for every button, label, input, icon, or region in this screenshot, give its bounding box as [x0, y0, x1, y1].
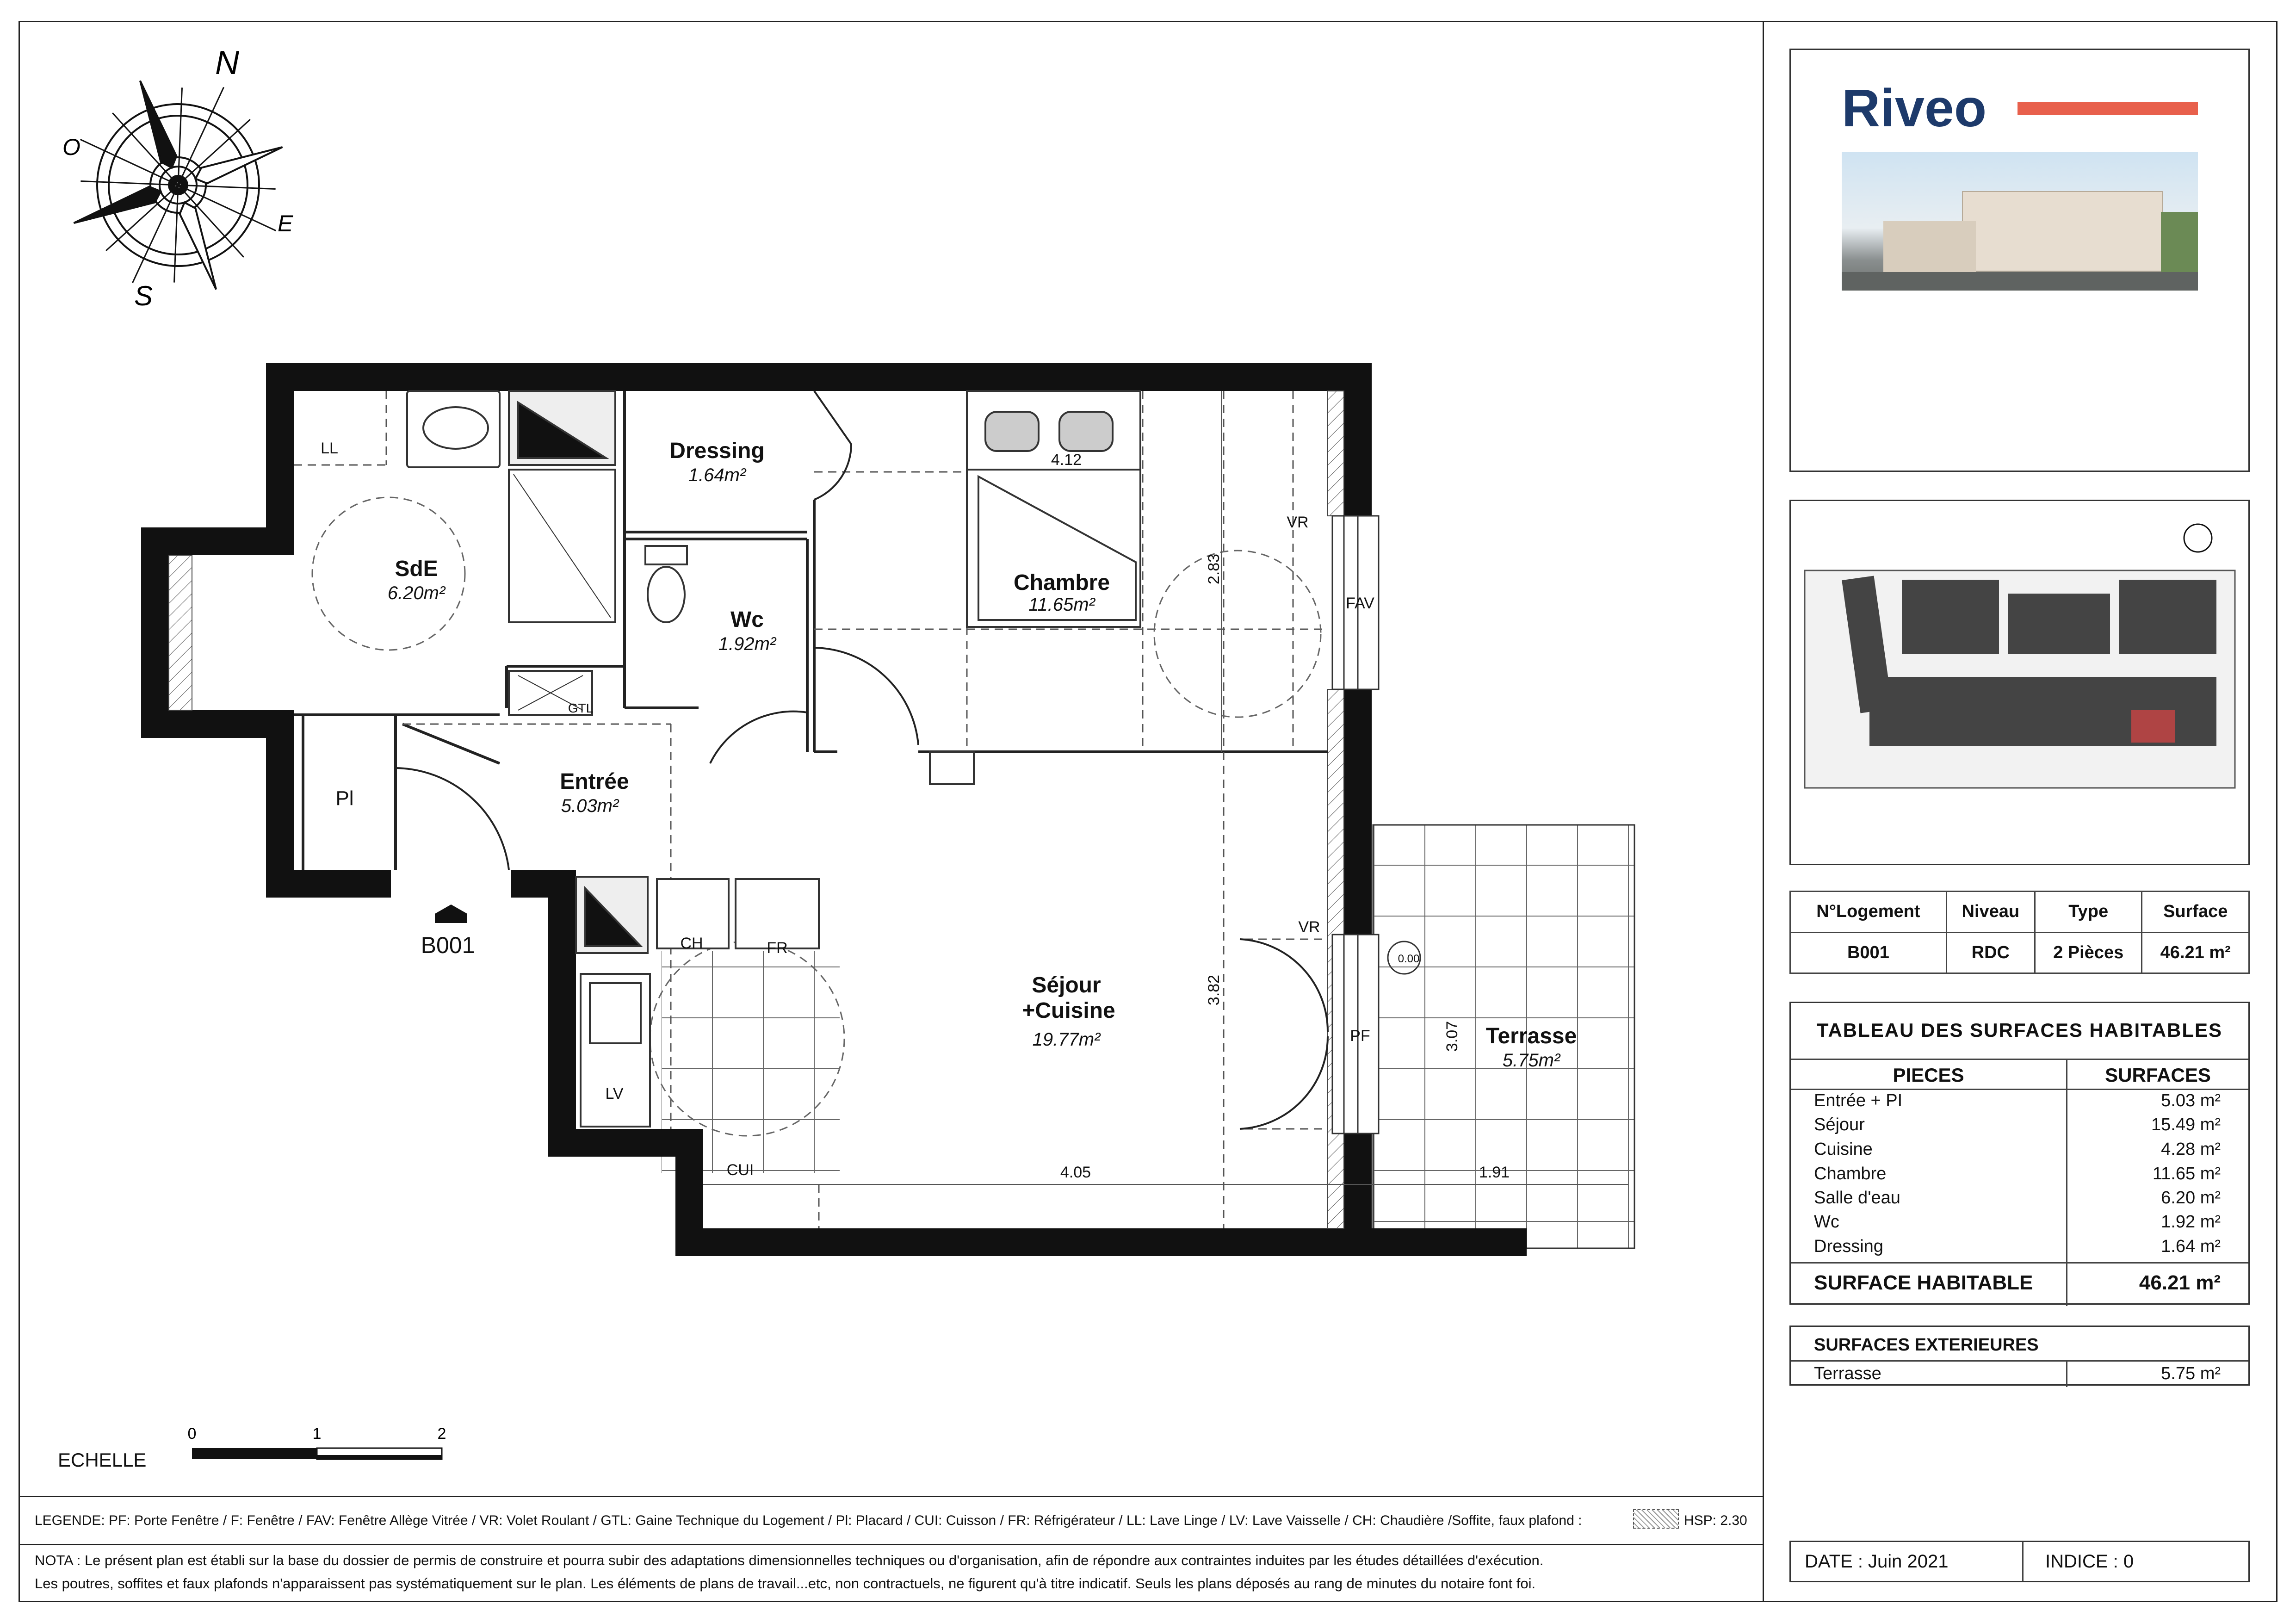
- dim-283: 2.83: [1205, 553, 1223, 585]
- room-chambre-area: 11.65m²: [1028, 595, 1095, 615]
- dim-405: 4.05: [1060, 1164, 1091, 1181]
- indice-label: INDICE : 0: [2045, 1551, 2134, 1572]
- value-surface: 46.21 m²: [2142, 932, 2249, 973]
- dim-191: 1.91: [1479, 1164, 1510, 1181]
- surfaces-title: TABLEAU DES SURFACES HABITABLES: [1816, 1019, 2223, 1041]
- nota-divider: [19, 1544, 1764, 1545]
- brand-panel: [1789, 49, 2250, 472]
- room-terrasse-area: 5.75m²: [1502, 1050, 1560, 1071]
- total-label: SURFACE HABITABLE: [1814, 1271, 2033, 1294]
- toilet-fixture: [645, 546, 687, 622]
- header-niveau: Niveau: [1946, 892, 2035, 933]
- room-dressing-name: Dressing: [669, 439, 765, 463]
- label-cui: CUI: [726, 1161, 754, 1179]
- room-sejour-area: 19.77m²: [1032, 1029, 1101, 1050]
- dim-382: 3.82: [1205, 974, 1223, 1006]
- label-lv: LV: [605, 1085, 624, 1103]
- soffit-hatch-swatch: [1633, 1509, 1679, 1529]
- room-wc-name: Wc: [730, 607, 764, 632]
- compass-n: N: [215, 44, 239, 81]
- exterior-table: [1789, 1326, 2250, 1386]
- room-sde-name: SdE: [395, 557, 438, 581]
- date-label: DATE : Juin 2021: [1805, 1551, 1949, 1572]
- header-logement: N°Logement: [1790, 892, 1947, 933]
- dim-307: 3.07: [1443, 1021, 1461, 1052]
- building-image: [1842, 152, 2198, 291]
- label-vr2: VR: [1298, 918, 1320, 936]
- room-terrasse-name: Terrasse: [1485, 1024, 1577, 1048]
- site-plan-panel: [1789, 500, 2250, 865]
- value-logement: B001: [1790, 932, 1947, 973]
- scale-tick-1: 1: [312, 1425, 322, 1443]
- value-niveau: RDC: [1946, 932, 2035, 973]
- nota-line-1: NOTA : Le présent plan est établi sur la base du dossier de permis de construire et pourra subir des adaptations dimensionnelles techniques ou d'organisation, afin de répondre aux contraintes induites par les études détaillées d'exécution.: [35, 1552, 1544, 1568]
- label-gtl: GTL: [568, 701, 594, 715]
- label-ch: CH: [680, 935, 703, 952]
- compass-e: E: [278, 211, 293, 236]
- label-vr1: VR: [1287, 514, 1309, 531]
- value-type: 2 Pièces: [2035, 932, 2142, 973]
- date-box: [1789, 1541, 2250, 1582]
- scale-tick-0: 0: [187, 1425, 197, 1443]
- header-surface: Surface: [2142, 892, 2249, 933]
- legend-divider: [19, 1496, 1764, 1497]
- brand-logo: Riveo: [1842, 79, 1987, 138]
- surfaces-table: TABLEAU DES SURFACES HABITABLES PIECES SURFACES Entrée + PI 5.03 m² Séjour 15.49 m² Cuisine 4.28 m² Chambre 11.65 m² Salle d'eau 6.20 m² Wc 1.92 m² Dressing 1.64 m² SURFACE HABITABLE 46.21 m²: [1789, 1002, 2250, 1305]
- col-surfaces: SURFACES: [2105, 1064, 2211, 1086]
- label-pf: PF: [1350, 1027, 1370, 1045]
- room-sejour-name2: +Cuisine: [1022, 998, 1115, 1023]
- compass-o: O: [62, 134, 80, 160]
- total-value: 46.21 m²: [2139, 1271, 2221, 1294]
- exterior-title: SURFACES EXTERIEURES: [1814, 1335, 2039, 1355]
- brand-accent-bar: [2018, 102, 2198, 115]
- nota-line-2: Les poutres, soffites et faux plafonds n'apparaissent pas systématiquement sur le plan. Les éléments de plans de travail...etc, non contractuels, ne figurent qu'à titre indicatif. Seuls les plans déposés au rang de minutes du notaire font foi.: [35, 1575, 1536, 1592]
- col-pieces: PIECES: [1893, 1064, 1964, 1086]
- exterior-row-key: Terrasse: [1814, 1364, 1881, 1383]
- scale-tick-2: 2: [437, 1425, 446, 1443]
- room-chambre-name: Chambre: [1013, 570, 1110, 595]
- label-ll: LL: [321, 440, 338, 457]
- room-sejour-name1: Séjour: [1032, 973, 1101, 997]
- room-entree-name: Entrée: [560, 769, 629, 794]
- entrance-arrow-icon: [435, 904, 467, 923]
- label-fr: FR: [767, 939, 788, 957]
- exterior-row-value: 5.75 m²: [2161, 1364, 2221, 1383]
- unit-info-table: [1789, 891, 2250, 974]
- hsp-text: HSP: 2.30: [1684, 1513, 1747, 1528]
- lot-label: B001: [421, 932, 475, 958]
- header-type: Type: [2035, 892, 2142, 933]
- room-dressing-area: 1.64m²: [688, 465, 746, 485]
- frame-divider: [1763, 21, 1764, 1602]
- label-fav: FAV: [1346, 595, 1374, 612]
- legend-text: LEGENDE: PF: Porte Fenêtre / F: Fenêtre / FAV: Fenêtre Allège Vitrée / VR: Volet Roulant / GTL: Gaine Technique du Logement / Pl: Placard / CUI: Cuisson / FR: Réfrigérateur / LL: Lave Linge / LV: Lave Vaisselle / CH: Chaudière /Soffite, faux plafond :: [35, 1513, 1582, 1528]
- label-level-mark: 0.00: [1398, 953, 1420, 965]
- scale-label: ECHELLE: [58, 1449, 147, 1471]
- label-pl: Pl: [335, 787, 354, 810]
- room-sde-area: 6.20m²: [387, 583, 446, 603]
- dim-412: 4.12: [1051, 451, 1082, 469]
- room-entree-area: 5.03m²: [561, 796, 619, 816]
- scale-bar: [58, 1425, 446, 1471]
- room-wc-area: 1.92m²: [718, 634, 776, 654]
- compass-s: S: [134, 280, 153, 311]
